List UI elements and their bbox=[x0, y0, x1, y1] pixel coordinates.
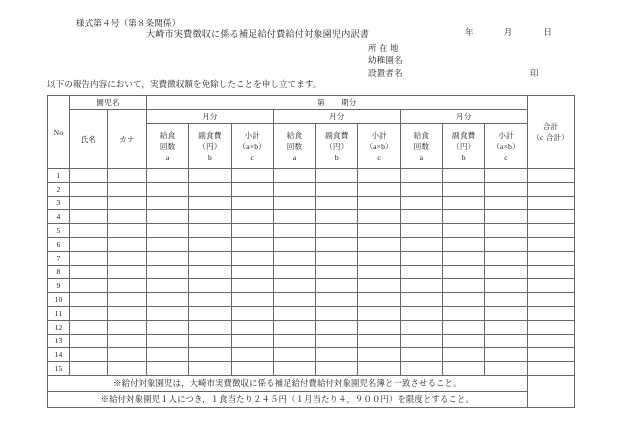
cell-total[interactable] bbox=[527, 293, 574, 307]
row-number: 12 bbox=[48, 320, 70, 334]
cell-g1-meals[interactable] bbox=[147, 348, 189, 362]
cell-family-name[interactable] bbox=[70, 334, 108, 348]
cell-g1-meals[interactable] bbox=[147, 196, 189, 210]
cell-g2-subtotal[interactable] bbox=[358, 224, 400, 238]
cell-family-name[interactable] bbox=[70, 237, 108, 251]
date-day-label: 日 bbox=[543, 27, 553, 37]
th-g1-subtotal-l3: c bbox=[250, 152, 255, 162]
th-g2-meals-l2: 回数 bbox=[286, 141, 303, 151]
cell-total[interactable] bbox=[527, 169, 574, 183]
cell-g3-meals[interactable] bbox=[400, 279, 442, 293]
th-child-name: 園児名 bbox=[70, 96, 147, 110]
cell-g1-sidefee[interactable] bbox=[189, 293, 231, 307]
cell-family-name[interactable] bbox=[70, 362, 108, 376]
cell-g2-sidefee[interactable] bbox=[316, 169, 358, 183]
cell-g3-subtotal[interactable] bbox=[485, 265, 527, 279]
cell-g2-subtotal[interactable] bbox=[358, 320, 400, 334]
table-row bbox=[48, 237, 575, 251]
issuer-row-kindergarten bbox=[368, 54, 403, 66]
cell-g2-meals[interactable] bbox=[273, 279, 315, 293]
th-month-group-3: 月分 bbox=[400, 110, 527, 124]
date-year-label: 年 bbox=[465, 27, 474, 37]
cell-g2-subtotal[interactable] bbox=[358, 334, 400, 348]
document-title: 大崎市実費徴収に係る補足給付費給付対象園児内訳書 bbox=[146, 29, 370, 39]
row-number: 4 bbox=[48, 210, 70, 224]
cell-g3-subtotal[interactable] bbox=[485, 306, 527, 320]
th-month-group-2: 月分 bbox=[273, 110, 400, 124]
th-family-name: 氏名 bbox=[70, 110, 108, 169]
cell-g3-meals[interactable] bbox=[400, 210, 442, 224]
cell-total[interactable] bbox=[527, 265, 574, 279]
form-code: 様式第４号（第８条関係） bbox=[76, 18, 181, 28]
cell-kana[interactable] bbox=[108, 320, 147, 334]
th-g1-subtotal-l2: （a×b） bbox=[238, 141, 267, 151]
cell-g2-meals[interactable] bbox=[273, 237, 315, 251]
cell-g1-subtotal[interactable] bbox=[231, 293, 273, 307]
row-number: 11 bbox=[48, 306, 70, 320]
cell-kana[interactable] bbox=[108, 182, 147, 196]
grand-total-cell[interactable] bbox=[527, 375, 574, 407]
cell-g3-subtotal[interactable] bbox=[485, 237, 527, 251]
th-g1-sidefee-l3: b bbox=[207, 152, 212, 162]
th-g1-sidefee bbox=[189, 124, 231, 169]
th-no: No bbox=[48, 96, 70, 169]
cell-g1-subtotal[interactable] bbox=[231, 169, 273, 183]
cell-g3-sidefee[interactable] bbox=[443, 251, 485, 265]
cell-total[interactable] bbox=[527, 251, 574, 265]
cell-g3-sidefee[interactable] bbox=[443, 293, 485, 307]
cell-g3-sidefee[interactable] bbox=[443, 224, 485, 238]
cell-g3-subtotal[interactable] bbox=[485, 279, 527, 293]
cell-g1-meals[interactable] bbox=[147, 182, 189, 196]
row-number: 13 bbox=[48, 334, 70, 348]
cell-g2-subtotal[interactable] bbox=[358, 265, 400, 279]
cell-g2-subtotal[interactable] bbox=[358, 306, 400, 320]
cell-g3-sidefee[interactable] bbox=[443, 279, 485, 293]
cell-g1-subtotal[interactable] bbox=[231, 210, 273, 224]
cell-g2-meals[interactable] bbox=[273, 169, 315, 183]
cell-g2-sidefee[interactable] bbox=[316, 265, 358, 279]
cell-kana[interactable] bbox=[108, 169, 147, 183]
cell-g2-meals[interactable] bbox=[273, 251, 315, 265]
cell-g1-meals[interactable] bbox=[147, 334, 189, 348]
th-g3-meals-l3: a bbox=[419, 152, 424, 162]
cell-g2-subtotal[interactable] bbox=[358, 169, 400, 183]
table-row bbox=[48, 320, 575, 334]
table-row bbox=[48, 196, 575, 210]
cell-g2-meals[interactable] bbox=[273, 210, 315, 224]
cell-g2-sidefee[interactable] bbox=[316, 251, 358, 265]
cell-kana[interactable] bbox=[108, 210, 147, 224]
th-g1-subtotal bbox=[231, 124, 273, 169]
cell-g2-sidefee[interactable] bbox=[316, 182, 358, 196]
th-g2-sidefee bbox=[316, 124, 358, 169]
th-g2-meals-l3: a bbox=[292, 152, 297, 162]
cell-family-name[interactable] bbox=[70, 348, 108, 362]
th-g2-meals-l1: 給食 bbox=[286, 130, 303, 140]
cell-g1-subtotal[interactable] bbox=[231, 306, 273, 320]
cell-g3-subtotal[interactable] bbox=[485, 334, 527, 348]
cell-g1-subtotal[interactable] bbox=[231, 237, 273, 251]
issuer-row-address bbox=[368, 42, 403, 54]
cell-g1-sidefee[interactable] bbox=[189, 334, 231, 348]
cell-g1-sidefee[interactable] bbox=[189, 169, 231, 183]
th-g3-sidefee-l1: 副食費 bbox=[452, 130, 476, 140]
cell-kana[interactable] bbox=[108, 362, 147, 376]
cell-g1-subtotal[interactable] bbox=[231, 265, 273, 279]
cell-g2-meals[interactable] bbox=[273, 306, 315, 320]
cell-g1-subtotal[interactable] bbox=[231, 182, 273, 196]
declaration-statement: 以下の報告内容において，実費徴収額を免除したことを申し立てます。 bbox=[47, 79, 322, 89]
cell-g3-sidefee[interactable] bbox=[443, 196, 485, 210]
th-g2-sidefee-l1: 副食費 bbox=[325, 130, 349, 140]
cell-g1-subtotal[interactable] bbox=[231, 224, 273, 238]
cell-g1-subtotal[interactable] bbox=[231, 251, 273, 265]
cell-g2-sidefee[interactable] bbox=[316, 362, 358, 376]
cell-family-name[interactable] bbox=[70, 293, 108, 307]
cell-g2-sidefee[interactable] bbox=[316, 279, 358, 293]
th-g3-subtotal-l3: c bbox=[504, 152, 508, 162]
th-g1-meals-l1: 給食 bbox=[159, 130, 176, 140]
cell-total[interactable] bbox=[527, 279, 574, 293]
cell-g1-subtotal[interactable] bbox=[231, 196, 273, 210]
cell-g3-meals[interactable] bbox=[400, 251, 442, 265]
th-kana: カナ bbox=[108, 110, 147, 169]
cell-g3-subtotal[interactable] bbox=[485, 320, 527, 334]
cell-g3-meals[interactable] bbox=[400, 182, 442, 196]
th-term-suffix: 期分 bbox=[340, 98, 357, 107]
table-note-row bbox=[48, 375, 575, 391]
cell-g2-meals[interactable] bbox=[273, 182, 315, 196]
cell-kana[interactable] bbox=[108, 224, 147, 238]
breakdown-table-wrapper bbox=[47, 95, 575, 408]
cell-g2-sidefee[interactable] bbox=[316, 348, 358, 362]
th-g2-meals bbox=[273, 124, 315, 169]
cell-g2-meals[interactable] bbox=[273, 196, 315, 210]
th-g3-subtotal bbox=[485, 124, 527, 169]
cell-g1-meals[interactable] bbox=[147, 293, 189, 307]
cell-total[interactable] bbox=[527, 362, 574, 376]
cell-g2-subtotal[interactable] bbox=[358, 196, 400, 210]
issuer-row-founder bbox=[368, 67, 403, 79]
th-g1-meals-l2: 回数 bbox=[159, 141, 176, 151]
cell-g2-sidefee[interactable] bbox=[316, 306, 358, 320]
row-number: 2 bbox=[48, 182, 70, 196]
cell-g3-subtotal[interactable] bbox=[485, 251, 527, 265]
cell-g2-subtotal[interactable] bbox=[358, 237, 400, 251]
cell-g3-sidefee[interactable] bbox=[443, 237, 485, 251]
cell-kana[interactable] bbox=[108, 293, 147, 307]
th-g1-sidefee-l1: 副食費 bbox=[198, 130, 222, 140]
row-number: 5 bbox=[48, 224, 70, 238]
th-g2-sidefee-l2: （円） bbox=[325, 141, 349, 151]
cell-g1-sidefee[interactable] bbox=[189, 320, 231, 334]
cell-kana[interactable] bbox=[108, 279, 147, 293]
cell-g2-subtotal[interactable] bbox=[358, 182, 400, 196]
th-g3-sidefee bbox=[443, 124, 485, 169]
cell-g3-meals[interactable] bbox=[400, 293, 442, 307]
cell-g3-sidefee[interactable] bbox=[443, 362, 485, 376]
th-total bbox=[527, 96, 574, 169]
row-number: 8 bbox=[48, 265, 70, 279]
cell-g3-sidefee[interactable] bbox=[443, 306, 485, 320]
th-g3-meals bbox=[400, 124, 442, 169]
cell-g1-meals[interactable] bbox=[147, 169, 189, 183]
cell-total[interactable] bbox=[527, 237, 574, 251]
cell-g3-meals[interactable] bbox=[400, 237, 442, 251]
table-row bbox=[48, 334, 575, 348]
cell-g1-sidefee[interactable] bbox=[189, 362, 231, 376]
th-g2-subtotal-l1: 小計 bbox=[371, 130, 387, 140]
cell-total[interactable] bbox=[527, 210, 574, 224]
cell-g3-subtotal[interactable] bbox=[485, 293, 527, 307]
cell-g1-subtotal[interactable] bbox=[231, 362, 273, 376]
cell-g3-subtotal[interactable] bbox=[485, 169, 527, 183]
cell-g2-meals[interactable] bbox=[273, 334, 315, 348]
th-g2-subtotal-l2: （a×b） bbox=[365, 141, 393, 151]
row-number: 3 bbox=[48, 196, 70, 210]
cell-total[interactable] bbox=[527, 196, 574, 210]
cell-g1-meals[interactable] bbox=[147, 306, 189, 320]
cell-g3-subtotal[interactable] bbox=[485, 362, 527, 376]
cell-g2-subtotal[interactable] bbox=[358, 210, 400, 224]
cell-g2-subtotal[interactable] bbox=[358, 293, 400, 307]
cell-g1-sidefee[interactable] bbox=[189, 251, 231, 265]
cell-g2-subtotal[interactable] bbox=[358, 362, 400, 376]
cell-g3-subtotal[interactable] bbox=[485, 210, 527, 224]
cell-total[interactable] bbox=[527, 182, 574, 196]
cell-kana[interactable] bbox=[108, 251, 147, 265]
cell-g1-meals[interactable] bbox=[147, 362, 189, 376]
cell-g3-sidefee[interactable] bbox=[443, 348, 485, 362]
cell-total[interactable] bbox=[527, 348, 574, 362]
cell-g1-subtotal[interactable] bbox=[231, 348, 273, 362]
cell-family-name[interactable] bbox=[70, 224, 108, 238]
cell-g3-meals[interactable] bbox=[400, 265, 442, 279]
row-number: 6 bbox=[48, 237, 70, 251]
cell-g2-subtotal[interactable] bbox=[358, 348, 400, 362]
date-month-label: 月 bbox=[503, 27, 513, 37]
cell-g2-sidefee[interactable] bbox=[316, 237, 358, 251]
th-g2-subtotal-l3: c bbox=[377, 152, 381, 162]
table-note-row bbox=[48, 391, 575, 407]
cell-g3-meals[interactable] bbox=[400, 334, 442, 348]
cell-g1-sidefee[interactable] bbox=[189, 265, 231, 279]
seal-mark: 印 bbox=[530, 67, 539, 78]
cell-g1-sidefee[interactable] bbox=[189, 196, 231, 210]
table-row bbox=[48, 251, 575, 265]
table-row bbox=[48, 169, 575, 183]
cell-family-name[interactable] bbox=[70, 169, 108, 183]
cell-g1-meals[interactable] bbox=[147, 224, 189, 238]
th-g3-meals-l1: 給食 bbox=[413, 130, 430, 140]
cell-g3-sidefee[interactable] bbox=[443, 182, 485, 196]
cell-g2-meals[interactable] bbox=[273, 362, 315, 376]
row-number: 9 bbox=[48, 279, 70, 293]
cell-g3-subtotal[interactable] bbox=[485, 196, 527, 210]
cell-g2-meals[interactable] bbox=[273, 320, 315, 334]
cell-g1-meals[interactable] bbox=[147, 320, 189, 334]
cell-kana[interactable] bbox=[108, 237, 147, 251]
cell-g3-meals[interactable] bbox=[400, 306, 442, 320]
cell-g2-sidefee[interactable] bbox=[316, 196, 358, 210]
table-row bbox=[48, 265, 575, 279]
cell-g1-sidefee[interactable] bbox=[189, 182, 231, 196]
cell-g2-sidefee[interactable] bbox=[316, 224, 358, 238]
cell-g1-sidefee[interactable] bbox=[189, 224, 231, 238]
table-note: ※給付対象園児１人につき，１食当たり２４５円（１月当たり４，９００円）を限度とすること。 bbox=[48, 391, 528, 407]
cell-g2-meals[interactable] bbox=[273, 224, 315, 238]
cell-total[interactable] bbox=[527, 306, 574, 320]
cell-g1-subtotal[interactable] bbox=[231, 279, 273, 293]
date-line bbox=[465, 26, 552, 38]
breakdown-table bbox=[47, 95, 575, 408]
issuer-label-address: 所 在 地 bbox=[368, 43, 399, 53]
cell-kana[interactable] bbox=[108, 265, 147, 279]
cell-family-name[interactable] bbox=[70, 306, 108, 320]
cell-g3-subtotal[interactable] bbox=[485, 224, 527, 238]
cell-g3-sidefee[interactable] bbox=[443, 334, 485, 348]
issuer-block bbox=[368, 42, 403, 79]
cell-g1-subtotal[interactable] bbox=[231, 320, 273, 334]
cell-g1-meals[interactable] bbox=[147, 251, 189, 265]
row-number: 10 bbox=[48, 293, 70, 307]
table-note: ※給付対象園児は，大崎市実費徴収に係る補足給付費給付対象園児名簿と一致させること。 bbox=[48, 375, 528, 391]
cell-g1-sidefee[interactable] bbox=[189, 348, 231, 362]
th-g3-subtotal-l2: （a×b） bbox=[492, 141, 520, 151]
cell-g2-meals[interactable] bbox=[273, 348, 315, 362]
cell-g1-meals[interactable] bbox=[147, 210, 189, 224]
cell-family-name[interactable] bbox=[70, 182, 108, 196]
cell-g3-sidefee[interactable] bbox=[443, 320, 485, 334]
cell-g3-meals[interactable] bbox=[400, 196, 442, 210]
cell-g1-sidefee[interactable] bbox=[189, 237, 231, 251]
cell-family-name[interactable] bbox=[70, 265, 108, 279]
table-row bbox=[48, 279, 575, 293]
table-row bbox=[48, 362, 575, 376]
th-g3-sidefee-l2: （円） bbox=[452, 141, 476, 151]
cell-g1-sidefee[interactable] bbox=[189, 279, 231, 293]
th-term bbox=[147, 96, 528, 110]
cell-g1-meals[interactable] bbox=[147, 237, 189, 251]
table-row bbox=[48, 224, 575, 238]
cell-g1-meals[interactable] bbox=[147, 279, 189, 293]
cell-g1-sidefee[interactable] bbox=[189, 306, 231, 320]
cell-g2-meals[interactable] bbox=[273, 265, 315, 279]
cell-g2-meals[interactable] bbox=[273, 293, 315, 307]
cell-kana[interactable] bbox=[108, 348, 147, 362]
table-row bbox=[48, 182, 575, 196]
row-number: 14 bbox=[48, 348, 70, 362]
issuer-label-kindergarten: 幼稚園名 bbox=[368, 55, 403, 66]
th-g3-sidefee-l3: b bbox=[461, 152, 466, 162]
th-g2-sidefee-l3: b bbox=[334, 152, 339, 162]
issuer-label-founder: 設置者名 bbox=[368, 67, 403, 78]
th-g2-subtotal bbox=[358, 124, 400, 169]
th-g3-subtotal-l1: 小計 bbox=[498, 130, 514, 140]
cell-g2-subtotal[interactable] bbox=[358, 251, 400, 265]
th-g1-subtotal-l1: 小計 bbox=[244, 130, 261, 140]
cell-family-name[interactable] bbox=[70, 196, 108, 210]
cell-total[interactable] bbox=[527, 334, 574, 348]
cell-family-name[interactable] bbox=[70, 251, 108, 265]
th-total-line2: （c 合計） bbox=[532, 133, 570, 142]
cell-g2-sidefee[interactable] bbox=[316, 293, 358, 307]
row-number: 15 bbox=[48, 362, 70, 376]
table-row bbox=[48, 348, 575, 362]
cell-kana[interactable] bbox=[108, 334, 147, 348]
cell-g3-sidefee[interactable] bbox=[443, 169, 485, 183]
cell-kana[interactable] bbox=[108, 196, 147, 210]
cell-g2-sidefee[interactable] bbox=[316, 334, 358, 348]
cell-g3-meals[interactable] bbox=[400, 320, 442, 334]
cell-g2-sidefee[interactable] bbox=[316, 320, 358, 334]
cell-g3-subtotal[interactable] bbox=[485, 182, 527, 196]
row-number: 1 bbox=[48, 169, 70, 183]
cell-g1-meals[interactable] bbox=[147, 265, 189, 279]
cell-g1-subtotal[interactable] bbox=[231, 334, 273, 348]
cell-kana[interactable] bbox=[108, 306, 147, 320]
th-total-line1: 合計 bbox=[542, 122, 559, 131]
cell-g3-sidefee[interactable] bbox=[443, 265, 485, 279]
cell-g1-sidefee[interactable] bbox=[189, 210, 231, 224]
th-g1-meals-l3: a bbox=[165, 152, 170, 162]
cell-g3-meals[interactable] bbox=[400, 169, 442, 183]
table-row bbox=[48, 293, 575, 307]
cell-g2-subtotal[interactable] bbox=[358, 279, 400, 293]
cell-total[interactable] bbox=[527, 224, 574, 238]
th-g1-meals bbox=[147, 124, 189, 169]
th-g3-meals-l2: 回数 bbox=[413, 141, 430, 151]
th-g1-sidefee-l2: （円） bbox=[198, 141, 222, 151]
table-row bbox=[48, 306, 575, 320]
th-month-group-1: 月分 bbox=[147, 110, 274, 124]
cell-g3-meals[interactable] bbox=[400, 348, 442, 362]
cell-family-name[interactable] bbox=[70, 279, 108, 293]
table-row bbox=[48, 210, 575, 224]
cell-g3-meals[interactable] bbox=[400, 224, 442, 238]
cell-total[interactable] bbox=[527, 320, 574, 334]
cell-family-name[interactable] bbox=[70, 210, 108, 224]
cell-g2-sidefee[interactable] bbox=[316, 210, 358, 224]
cell-family-name[interactable] bbox=[70, 320, 108, 334]
cell-g3-sidefee[interactable] bbox=[443, 210, 485, 224]
table-header-row-term bbox=[48, 96, 575, 110]
cell-g3-subtotal[interactable] bbox=[485, 348, 527, 362]
row-number: 7 bbox=[48, 251, 70, 265]
table-header-row-month bbox=[48, 110, 575, 124]
cell-g3-meals[interactable] bbox=[400, 362, 442, 376]
th-term-prefix: 第 bbox=[317, 98, 325, 107]
